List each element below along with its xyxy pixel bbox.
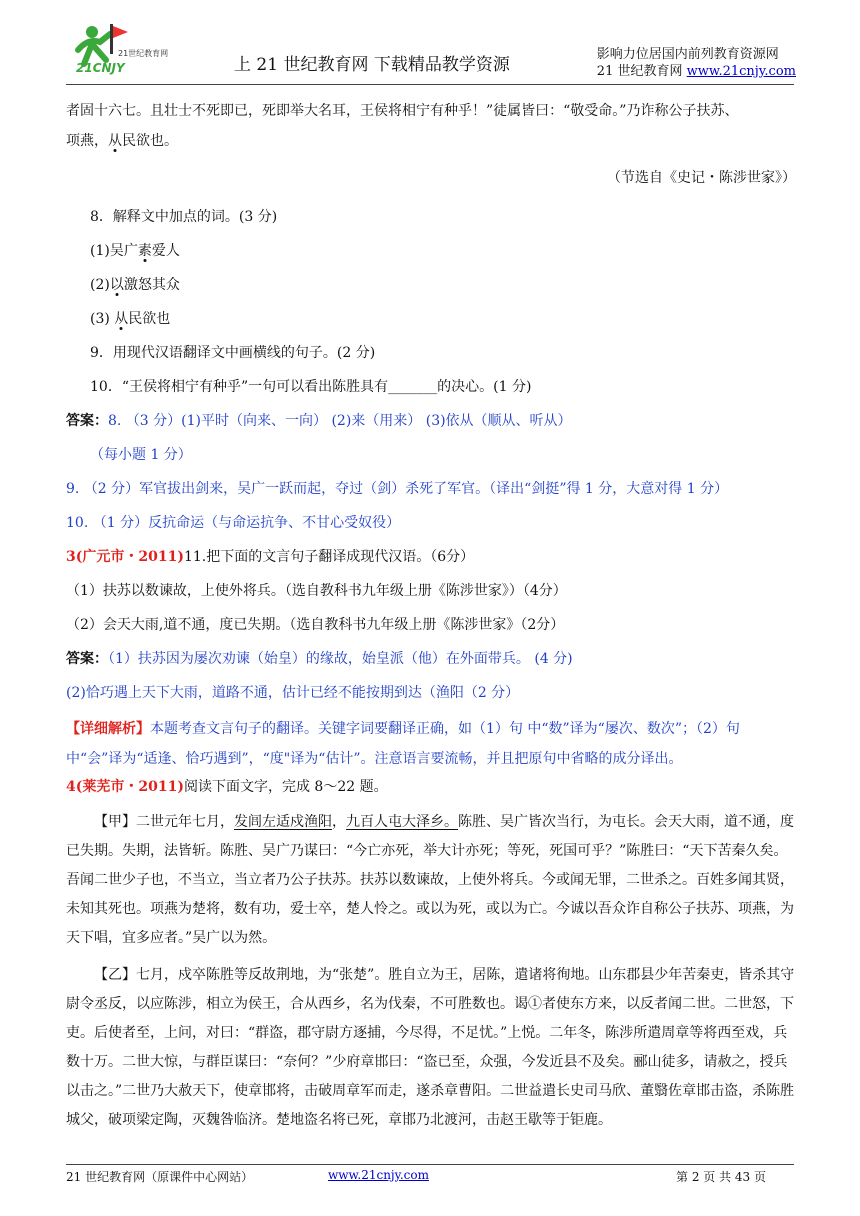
- header-right: [597, 46, 796, 80]
- question-10: 10．“王侯将相宁有种乎”一句可以看出陈胜具有_______的决心。(1 分): [90, 379, 532, 395]
- section-3-answer: 答案：（1）扶苏因为屡次劝谏（始皇）的缘故，始皇派（他）在外面带兵。 (4 分): [66, 651, 573, 667]
- section-3-item-2: （2）会天大雨,道不通，度已失期。（选自教科书九年级上册《陈涉世家》（2分）: [66, 617, 565, 633]
- answer-9: 9. （2 分）军官拔出剑来，吴广一跃而起，夺过（剑）杀死了军官。（译出“剑挺”得 1 分，大意对得 1 分）: [66, 481, 729, 497]
- passage-yi: 【乙】七月，戍卒陈胜等反故荆地，为“张楚”。胜自立为王，居陈，遣诸将徇地。山东郡县少年苦秦吏，皆杀其守尉令丞反，以应陈涉，相立为侯王，合从西乡，名为伐秦，不可胜数也。谒①者使东方来，以反者闻二世。二世怒，下吏。后使者至，上问，对曰：“群盗，郡守尉方逐捕，今尽得，不足忧。”上悦。二年冬，陈涉所遣周章等将西至戏，兵数十万。二世大惊，与群臣谋曰：“奈何？”少府章邯曰：“盗已至，众强，今发近县不及矣。郦山徒多，请赦之，授兵以击之。”二世乃大赦天下，使章邯将，击破周章军而走，遂杀章曹阳。二世益遣长史司马欣、董翳佐章邯击盗，杀陈胜城父，破项梁定陶，灭魏咎临济。楚地盗名将已死，章邯乃北渡河，击赵王歇等于钜鹿。: [66, 967, 795, 1128]
- underlined-sentence: 发闾左适戍渔阳: [234, 814, 332, 830]
- logo-icon: [66, 20, 181, 78]
- section-4-label: 4(莱芜市・2011): [66, 779, 184, 795]
- footer-divider: [66, 1164, 794, 1165]
- question-8-1: (1)吴广素爱人: [90, 243, 180, 259]
- header-title: 上 21 世纪教育网 下载精品教学资源: [234, 55, 510, 75]
- detail-label: 【详细解析】: [66, 721, 150, 737]
- section-3-answer-2: (2)恰巧遇上天下大雨，道路不通，估计已经不能按期到达（渔阳（2 分）: [66, 685, 520, 701]
- underlined-sentence: 九百人屯大泽乡。: [346, 814, 458, 830]
- section-3-question: 3(广元市・2011)11.把下面的文言句子翻译成现代汉语。（6分）: [66, 549, 475, 565]
- footer-link[interactable]: www.21cnjy.com: [328, 1168, 429, 1182]
- answer-8-note: （每小题 1 分）: [90, 447, 192, 463]
- question-8: 8．解释文中加点的词。(3 分): [90, 209, 278, 225]
- question-9: 9．用现代汉语翻译文中画横线的句子。(2 分): [90, 345, 376, 361]
- header-site-name: 21 世纪教育网: [596, 64, 687, 79]
- section-3-label: 3(广元市・2011): [66, 549, 184, 565]
- page-header: [66, 20, 796, 82]
- header-divider: [66, 84, 794, 85]
- page-number: 第 2 页 共 43 页: [676, 1170, 766, 1184]
- footer-site: 21 世纪教育网（原课件中心网站）: [66, 1170, 254, 1184]
- section-3-item-1: （1）扶苏以数谏故，上使外将兵。（选自教科书九年级上册《陈涉世家》）（4分）: [66, 583, 567, 599]
- question-8-3: (3) 从民欲也: [90, 311, 171, 327]
- document-body: [66, 96, 796, 1135]
- svg-text:21世纪教育网: 21世纪教育网: [118, 49, 169, 58]
- detail-analysis: 【详细解析】本题考查文言句子的翻译。关键字词要翻译正确，如（1）句 中“数”译为“屡次、数次”；（2）句中“会”译为“适逢、恰巧遇到”，“度"译为“估计”。注意语言要流畅，并且把原句中省略的成分译出。: [66, 721, 740, 767]
- passage-jia: 【甲】二世元年七月，发闾左适戍渔阳，九百人屯大泽乡。陈胜、吴广皆次当行，为屯长。会天大雨，道不通，度已失期。失期，法皆斩。陈胜、吴广乃谋曰：“今亡亦死，举大计亦死；等死，死国可乎？”陈胜曰：“天下苦秦久矣。吾闻二世少子也，不当立，当立者乃公子扶苏。扶苏以数谏故，上使外将兵。今或闻无罪，二世杀之。百姓多闻其贤，未知其死也。项燕为楚将，数有功，爱士卒，楚人怜之。或以为死，或以为亡。今诚以吾众诈自称公子扶苏、项燕，为天下唱，宜多应者。”吴广以为然。: [66, 814, 794, 946]
- section-4-question: 4(莱芜市・2011)阅读下面文字，完成 8～22 题。: [66, 779, 388, 795]
- source-citation: （节选自《史记・陈涉世家》）: [607, 170, 796, 186]
- answer-8: 答案：8. （3 分）(1)平时（向来、一向） (2)来（用来） (3)依从（顺从、听从）: [66, 413, 572, 429]
- answer-10: 10. （1 分）反抗命运（与命运抗争、不甘心受奴役）: [66, 515, 401, 531]
- svg-text:21CNJY: 21CNJY: [76, 61, 125, 75]
- header-slogan: 影响力位居国内前列教育资源网: [596, 47, 779, 62]
- answer-label: 答案：: [66, 413, 108, 429]
- question-8-2: (2)以激怒其众: [90, 277, 180, 293]
- text-line: 项燕，从民欲也。: [66, 133, 178, 149]
- text-line: 者固十六七。且壮士不死即已，死即举大名耳，王侯将相宁有种乎！”徒属皆曰：“敬受命。”乃诈称公子扶苏、: [66, 103, 739, 119]
- header-site-link[interactable]: www.21cnjy.com: [686, 64, 796, 79]
